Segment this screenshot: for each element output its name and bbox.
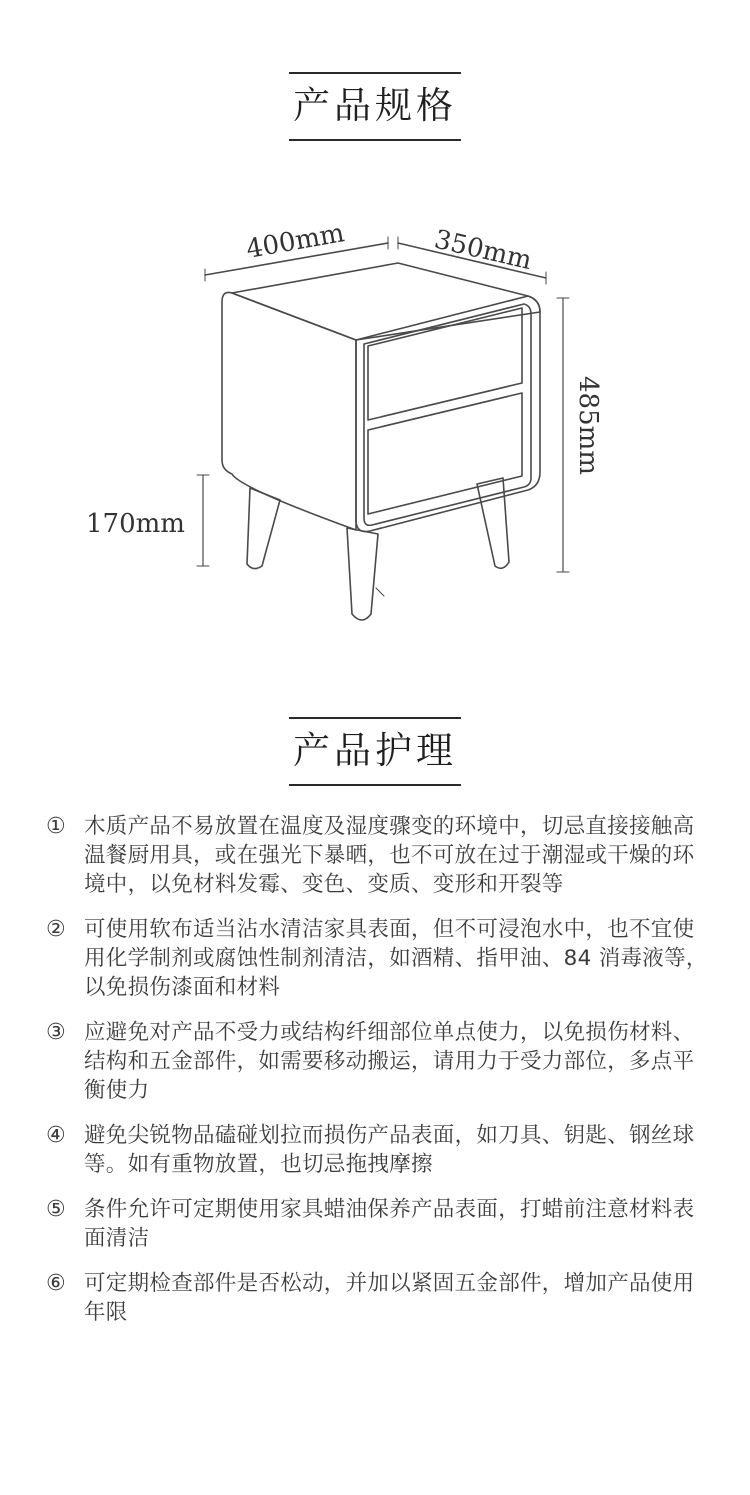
care-item-4	[46, 1121, 710, 1179]
cabinet-left-side	[222, 292, 356, 530]
care-item-number: ②	[46, 917, 66, 942]
care-item-number: ⑥	[46, 1271, 66, 1296]
care-item-text: 可定期检查部件是否松动，并加以紧固五金部件，增加产品使用年限	[84, 1271, 695, 1325]
care-item-number: ⑤	[46, 1197, 66, 1222]
bottom-drawer-front	[368, 393, 522, 514]
care-title-text: 产品护理	[293, 729, 457, 772]
care-item-number: ①	[46, 814, 66, 839]
care-item-5	[46, 1195, 710, 1253]
nightstand-dimension-diagram	[0, 190, 750, 650]
care-item-6	[46, 1269, 710, 1327]
leg-height-label: 170mm	[86, 509, 185, 539]
leg-front-shadow	[376, 588, 384, 596]
leg-back-right	[477, 478, 509, 568]
care-item-text: 避免尖锐物品磕碰划拉而损伤产品表面，如刀具、钥匙、钢丝球等。如有重物放置，也切忌拖拽摩擦	[84, 1123, 695, 1177]
width-label: 400mm	[244, 218, 347, 265]
leg-back-left	[247, 488, 280, 569]
spec-title-frame	[289, 72, 461, 141]
leg-front	[347, 528, 378, 620]
care-item-text: 木质产品不易放置在温度及湿度骤变的环境中，切忌直接接触高温餐厨用具，或在强光下暴晒，也不可放在过于潮湿或干燥的环境中，以免材料发霉、变色、变质、变形和开裂等	[84, 814, 695, 897]
spec-title-text: 产品规格	[293, 84, 457, 127]
care-item-3	[46, 1018, 710, 1105]
care-item-2	[46, 915, 710, 1002]
care-item-number: ③	[46, 1020, 66, 1045]
care-item-number: ④	[46, 1123, 66, 1148]
top-drawer-front	[368, 308, 522, 420]
care-item-1	[46, 812, 710, 899]
care-title-frame	[289, 717, 461, 786]
cabinet-top	[232, 263, 540, 340]
care-item-text: 应避免对产品不受力或结构纤细部位单点使力，以免损伤材料、结构和五金部件，如需要移动搬运，请用力于受力部位，多点平衡使力	[84, 1020, 695, 1103]
care-section-title	[0, 717, 750, 786]
spec-section-title	[0, 72, 750, 141]
depth-label: 350mm	[431, 224, 535, 277]
care-item-text: 条件允许可定期使用家具蜡油保养产品表面，打蜡前注意材料表面清洁	[84, 1197, 695, 1251]
cabinet-front-frame	[356, 296, 540, 532]
care-instructions-list	[46, 812, 710, 1343]
care-item-text: 可使用软布适当沾水清洁家具表面，但不可浸泡水中，也不宜使用化学制剂或腐蚀性制剂清洁，如酒精、指甲油、84 消毒液等，以免损伤漆面和材料	[84, 917, 708, 1000]
height-label: 485mm	[573, 376, 603, 475]
